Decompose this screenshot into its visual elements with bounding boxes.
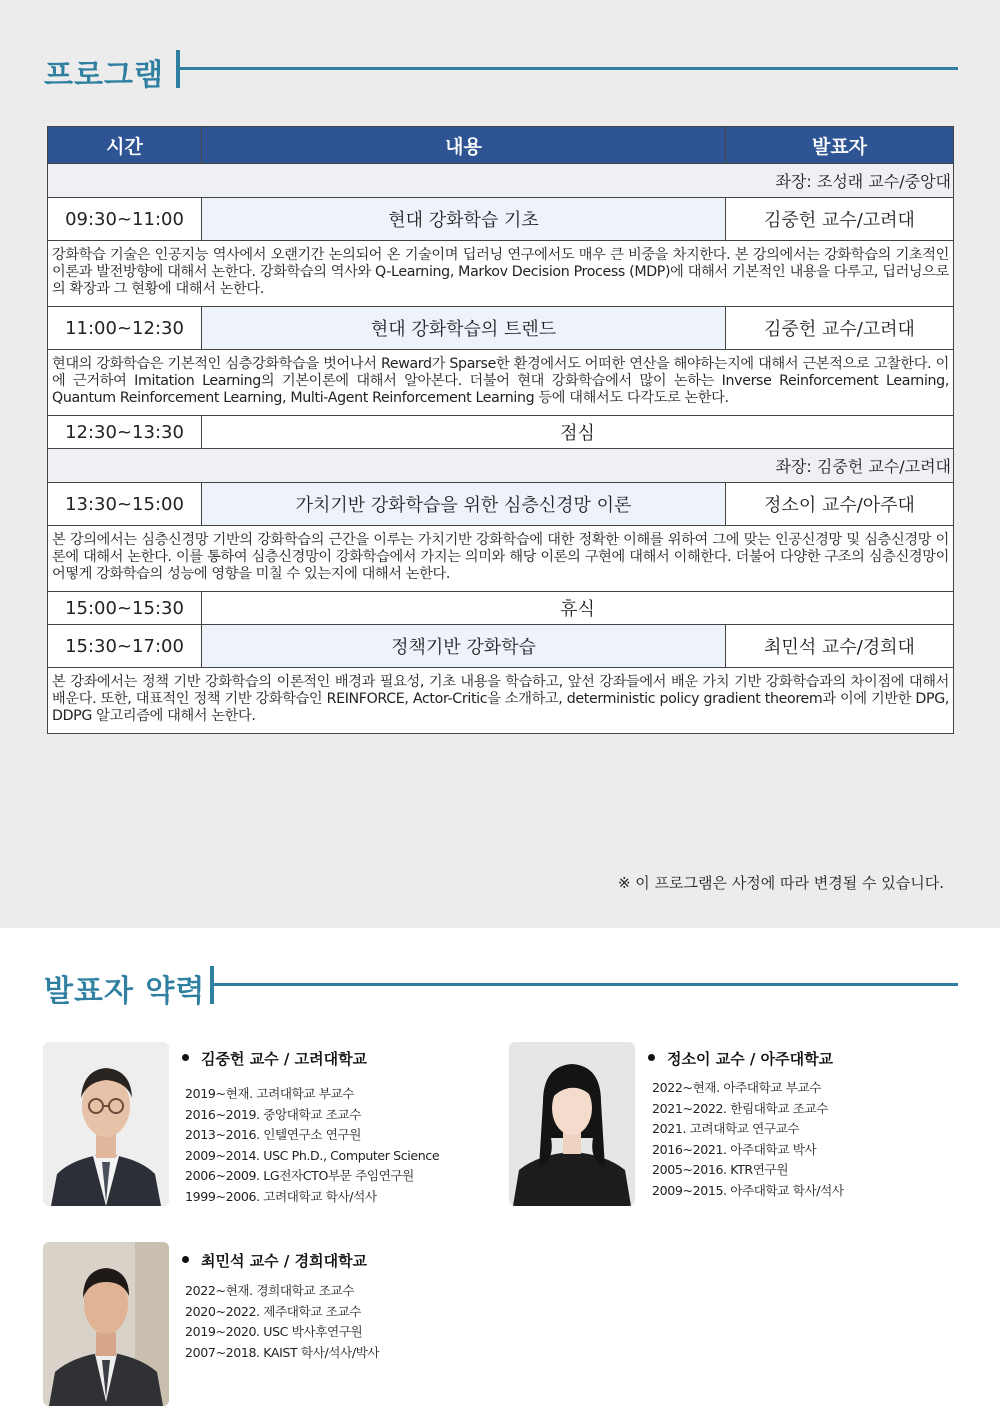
- history-item: 2021. 고려대학교 연구교수: [652, 1121, 800, 1136]
- break-label: 휴식: [202, 592, 954, 625]
- chair-row: [48, 164, 954, 198]
- session-title: 현대 강화학습의 트렌드: [202, 307, 726, 350]
- bullet-icon: [648, 1054, 655, 1061]
- history-item: 2016~2021. 아주대학교 박사: [652, 1141, 817, 1157]
- title-rule: [210, 983, 958, 986]
- session-title: 정책기반 강화학습: [202, 625, 726, 668]
- history-item: 2005~2016. KTR연구원: [652, 1162, 789, 1177]
- session-row: [48, 625, 954, 668]
- bullet-icon: [182, 1256, 189, 1263]
- bullet-icon: [182, 1054, 189, 1061]
- speaker-photo: [43, 1042, 169, 1206]
- history-item: 2009~2015. 아주대학교 학사/석사: [652, 1182, 844, 1198]
- history-item: 2013~2016. 인텔연구소 연구원: [185, 1127, 361, 1142]
- history-item: 2020~2022. 제주대학교 조교수: [185, 1303, 361, 1319]
- history-item: 2009~2014. USC Ph.D., Computer Science: [185, 1147, 440, 1163]
- session-row: [48, 483, 954, 526]
- speaker-name: [648, 1048, 833, 1069]
- header-speaker: 발표자: [726, 127, 954, 164]
- session-speaker: 김중헌 교수/고려대: [726, 307, 954, 350]
- lunch-time: 12:30~13:30: [48, 416, 202, 449]
- session-row: [48, 198, 954, 241]
- speaker-history: [185, 1281, 379, 1363]
- speakers-title: 발표자 약력: [44, 974, 206, 1009]
- program-table: [47, 126, 954, 734]
- speaker-photo: [509, 1042, 635, 1206]
- lunch-label: 점심: [202, 416, 954, 449]
- chair-label: 좌장: 조성래 교수/중앙대: [48, 164, 954, 198]
- session-speaker: 김중헌 교수/고려대: [726, 198, 954, 241]
- speaker-name: [182, 1250, 367, 1271]
- chair-row: [48, 449, 954, 483]
- speaker-name-text: 최민석 교수 / 경희대학교: [201, 1252, 368, 1270]
- session-time: 15:30~17:00: [48, 625, 202, 668]
- history-item: 2006~2009. LG전자CTO부문 주임연구원: [185, 1168, 414, 1183]
- history-item: 2021~2022. 한림대학교 조교수: [652, 1100, 828, 1116]
- session-row: [48, 307, 954, 350]
- title-rule: [176, 67, 958, 70]
- session-desc-row: [48, 241, 954, 307]
- history-item: 2016~2019. 중앙대학교 조교수: [185, 1106, 361, 1122]
- program-title: 프로그램: [44, 58, 164, 93]
- speaker-name-text: 김중헌 교수 / 고려대학교: [201, 1050, 368, 1068]
- session-speaker: 정소이 교수/아주대: [726, 483, 954, 526]
- speaker-photo: [43, 1242, 169, 1406]
- table-header-row: [48, 127, 954, 164]
- chair-label: 좌장: 김중헌 교수/고려대: [48, 449, 954, 483]
- session-time: 09:30~11:00: [48, 198, 202, 241]
- history-item: 2019~2020. USC 박사후연구원: [185, 1324, 363, 1339]
- header-content: 내용: [202, 127, 726, 164]
- speaker-history: [652, 1078, 844, 1201]
- session-desc-row: [48, 668, 954, 734]
- session-description: 본 강의에서는 심층신경망 기반의 강화학습의 근간을 이루는 가치기반 강화학습에 대한 정확한 이해를 위하여 그에 맞는 인공신경망 및 심층신경망 이론에 대해서 논한다. 이를 통하여 심층신경망이 강화학습에서 가지는 의미와 해당 이론의 구현에 대해서 이해한다. 더불어 다양한 구조의 심층신경망이 어떻게 강화학습의 성능에 영향을 미칠 수 있는지에 대해서 논한다.: [48, 526, 954, 592]
- history-item: 2022~현재. 아주대학교 부교수: [652, 1080, 822, 1095]
- session-speaker: 최민석 교수/경희대: [726, 625, 954, 668]
- session-time: 13:30~15:00: [48, 483, 202, 526]
- lunch-row: [48, 416, 954, 449]
- break-row: [48, 592, 954, 625]
- speaker-name: [182, 1048, 367, 1069]
- header-time: 시간: [48, 127, 202, 164]
- history-item: 1999~2006. 고려대학교 학사/석사: [185, 1188, 377, 1204]
- history-item: 2019~현재. 고려대학교 부교수: [185, 1086, 355, 1101]
- session-title: 가치기반 강화학습을 위한 심층신경망 이론: [202, 483, 726, 526]
- session-time: 11:00~12:30: [48, 307, 202, 350]
- speaker-history: [185, 1084, 439, 1207]
- program-change-note: ※ 이 프로그램은 사정에 따라 변경될 수 있습니다.: [617, 874, 944, 892]
- session-desc-row: [48, 526, 954, 592]
- session-desc-row: [48, 350, 954, 416]
- history-item: 2022~현재. 경희대학교 조교수: [185, 1283, 355, 1298]
- session-description: 현대의 강화학습은 기본적인 심층강화학습을 벗어나서 Reward가 Sparse한 환경에서도 어떠한 연산을 해야하는지에 대해서 근본적으로 고찰한다. 이에 근거하여 Imitation Learning의 기본이론에 대해서 알아본다. 더불어 현대 강화학습에서 많이 논하는 Inverse Reinforcement Learning, Quantum Reinforcement Learning, Multi-Agent Reinforcement Learning 등에 대해서도 다각도로 논한다.: [48, 350, 954, 416]
- session-title: 현대 강화학습 기초: [202, 198, 726, 241]
- session-description: 강화학습 기술은 인공지능 역사에서 오랜기간 논의되어 온 기술이며 딥러닝 연구에서도 매우 큰 비중을 차지한다. 본 강의에서는 강화학습의 기초적인 이론과 발전방향에 대해서 논한다. 강화학습의 역사와 Q-Learning, Markov Decision Process (MDP)에 대해서 기본적인 내용을 다루고, 딥러닝으로의 확장과 그 현황에 대해서 논한다.: [48, 241, 954, 307]
- break-time: 15:00~15:30: [48, 592, 202, 625]
- session-description: 본 강좌에서는 정책 기반 강화학습의 이론적인 배경과 필요성, 기초 내용을 학습하고, 앞선 강좌들에서 배운 가치 기반 강화학습과의 차이점에 대해서 배운다. 또한, 대표적인 정책 기반 강화학습인 REINFORCE, Actor-Critic을 소개하고, deterministic policy gradient theorem과 이에 기반한 DPG, DDPG 알고리즘에 대해서 논한다.: [48, 668, 954, 734]
- speaker-name-text: 정소이 교수 / 아주대학교: [667, 1050, 834, 1068]
- history-item: 2007~2018. KAIST 학사/석사/박사: [185, 1344, 380, 1360]
